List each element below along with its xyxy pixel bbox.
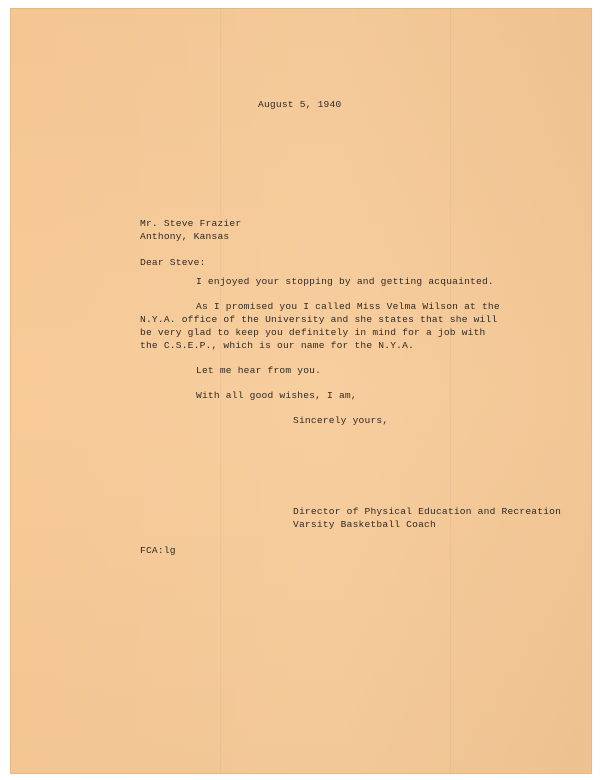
recipient-city: Anthony, Kansas (140, 231, 230, 242)
paragraph-3: Let me hear from you. (196, 365, 322, 376)
signature-title-line-2: Varsity Basketball Coach (293, 519, 436, 530)
reference-initials: FCA:lg (140, 545, 176, 556)
paper-fold-mark (450, 8, 451, 774)
recipient-name: Mr. Steve Frazier (140, 218, 242, 229)
signature-title-line-1: Director of Physical Education and Recreation (293, 506, 562, 517)
paragraph-1: I enjoyed your stopping by and getting acquainted. (196, 276, 494, 287)
letter-date: August 5, 1940 (258, 99, 342, 110)
closing: Sincerely yours, (293, 415, 389, 426)
salutation: Dear Steve: (140, 257, 206, 268)
paragraph-2-line-1: As I promised you I called Miss Velma Wilson at the (196, 301, 500, 312)
letter-page (10, 8, 592, 774)
paragraph-2-line-4: the C.S.E.P., which is our name for the N.Y.A. (140, 340, 415, 351)
paragraph-2-line-2: N.Y.A. office of the University and she states that she will (140, 314, 498, 325)
paragraph-4: With all good wishes, I am, (196, 390, 357, 401)
paragraph-2-line-3: be very glad to keep you definitely in mind for a job with (140, 327, 486, 338)
